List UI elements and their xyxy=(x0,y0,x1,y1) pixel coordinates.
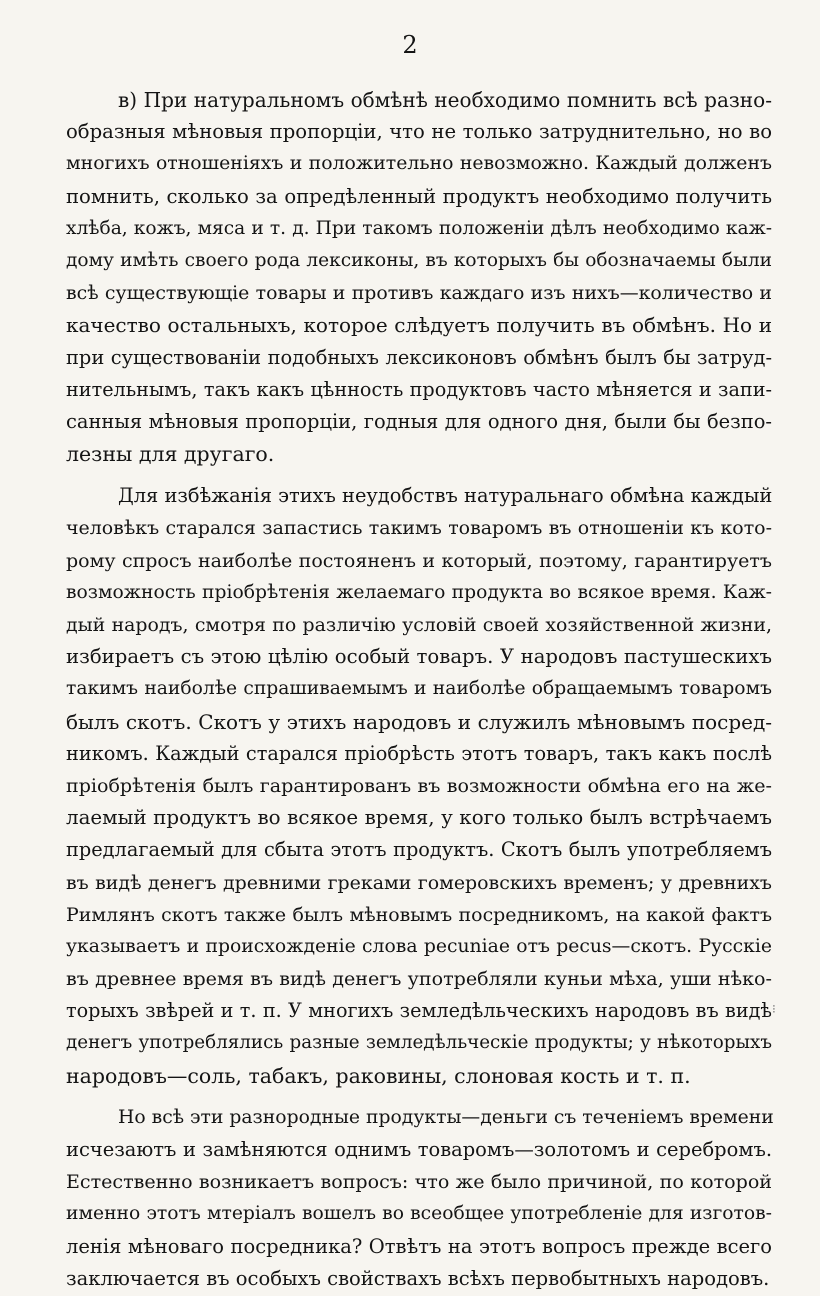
paragraph xyxy=(66,1102,772,1295)
text-line: при существованіи подобныхъ лексиконовъ обмѣнъ былъ бы затруд- xyxy=(66,345,772,369)
text-line: предлагаемый для сбыта этотъ продуктъ. Скотъ былъ употребляемъ xyxy=(66,838,772,862)
text-line: санныя мѣновыя пропорціи, годныя для одного дня, были бы безпо- xyxy=(66,409,772,433)
text-line: народовъ—соль, табакъ, раковины, слоновая кость и т. п. xyxy=(66,1063,691,1088)
text-line: былъ скотъ. Скотъ у этихъ народовъ и служилъ мѣновымъ посред- xyxy=(66,709,772,734)
text-line: пріобрѣтенія былъ гарантированъ въ возможности обмѣна его на же- xyxy=(66,774,772,797)
text-line: указываетъ и происхожденіе слова pecuniae отъ pecus—скотъ. Русскіе xyxy=(66,935,772,957)
text-line: такимъ наиболѣе спрашиваемымъ и наиболѣе обращаемымъ товаромъ xyxy=(66,678,772,700)
text-line: всѣ существующіе товары и противъ каждаго изъ нихъ—количество и xyxy=(66,282,772,305)
text-line: дому имѣть своего рода лексиконы, въ которыхъ бы обозначаемы были xyxy=(66,249,772,271)
text-line: дый народъ, смотря по различію условій своей хозяйственной жизни, xyxy=(66,614,772,636)
text-line: помнить, сколько за опредѣленный продуктъ необходимо получить xyxy=(66,184,772,208)
body-text xyxy=(66,84,772,1295)
text-line: рому спросъ наиболѣе постояненъ и который, поэтому, гарантируетъ xyxy=(66,549,772,572)
paragraph xyxy=(66,84,772,470)
paragraph xyxy=(66,480,772,1092)
text-line: ленія мѣноваго посредника? Отвѣтъ на этотъ вопросъ прежде всего xyxy=(66,1234,772,1258)
text-line: торыхъ звѣрей и т. п. У многихъ земледѣльческихъ народовъ въ видѣ xyxy=(66,999,772,1023)
text-line: многихъ отношеніяхъ и положительно невозможно. Каждый долженъ xyxy=(66,153,772,175)
text-line: возможность пріобрѣтенія желаемаго продукта во всякое время. Каж- xyxy=(66,581,772,603)
text-line: человѣкъ старался запастись такимъ товаромъ въ отношеніи къ кото- xyxy=(66,517,772,540)
text-line: въ древнее время въ видѣ денегъ употребляли куньи мѣха, уши нѣко- xyxy=(66,968,772,991)
text-line: качество остальныхъ, которое слѣдуетъ получить въ обмѣнъ. Но и xyxy=(66,313,772,338)
text-line: нительнымъ, такъ какъ цѣнность продуктовъ часто мѣняется и запи- xyxy=(66,377,772,401)
text-line: Но всѣ эти разнородные продукты—деньги съ теченіемъ времени xyxy=(118,1106,774,1128)
text-line: исчезаютъ и замѣняются однимъ товаромъ—золотомъ и серебромъ. xyxy=(66,1138,772,1161)
text-line: лаемый продуктъ во всякое время, у кого только былъ встрѣчаемъ xyxy=(66,806,772,830)
text-line: избираетъ съ этою цѣлію особый товаръ. У народовъ пастушескихъ xyxy=(66,645,772,669)
text-line: именно этотъ мтеріалъ вошелъ во всеобщее употребленіе для изготов- xyxy=(66,1203,772,1225)
text-line: никомъ. Каждый старался пріобрѣсть этотъ товаръ, такъ какъ послѣ xyxy=(66,741,772,765)
text-line: в) При натуральномъ обмѣнѣ необходимо помнить всѣ разно- xyxy=(118,88,772,112)
text-line: Для избѣжанія этихъ неудобствъ натуральнаго обмѣна каждый xyxy=(118,484,773,508)
text-line: заключается въ особыхъ свойствахъ всѣхъ первобытныхъ народовъ. xyxy=(66,1266,770,1290)
paragraph-spacer xyxy=(66,470,772,480)
text-line: денегъ употреблялись разные земледѣльческіе продукты; у нѣкоторыхъ xyxy=(66,1032,772,1054)
paragraph-spacer xyxy=(66,1092,772,1102)
text-line: образныя мѣновыя пропорціи, что не только затруднительно, но во xyxy=(66,120,772,144)
text-line: Естественно возникаетъ вопросъ: что же было причиной, по которой xyxy=(66,1171,772,1194)
page-number: 2 xyxy=(402,31,418,59)
margin-speck: ⁝ xyxy=(772,1002,776,1016)
text-line: Римлянъ скотъ также былъ мѣновымъ посредникомъ, на какой фактъ xyxy=(66,903,772,926)
text-line: въ видѣ денегъ древними греками гомеровскихъ временъ; у древнихъ xyxy=(66,871,772,894)
text-line: хлѣба, кожъ, мяса и т. д. При такомъ положеніи дѣлъ необходимо каж- xyxy=(66,217,772,239)
text-line: лезны для другаго. xyxy=(66,442,275,467)
